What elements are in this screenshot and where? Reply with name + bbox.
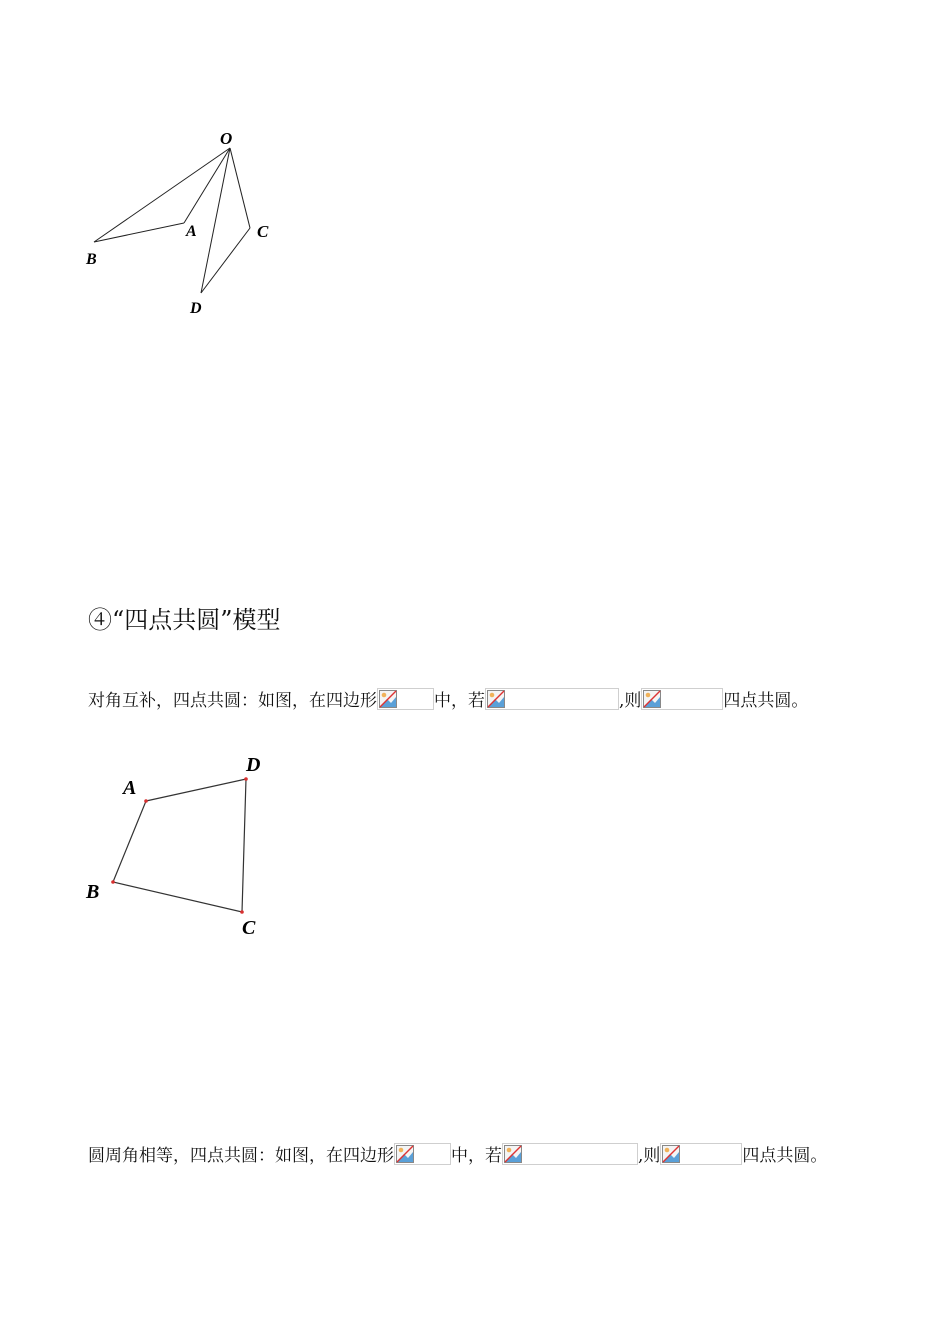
- broken-image-icon: [487, 690, 505, 708]
- broken-image-icon: [379, 690, 397, 708]
- point-d: [244, 777, 248, 781]
- broken-image-icon: [662, 1145, 680, 1163]
- section-heading: ④“四点共圆”模型: [88, 606, 281, 634]
- segment-co: [230, 148, 250, 228]
- label-a: A: [186, 223, 197, 240]
- image-placeholder: [377, 688, 434, 710]
- figure-quadrilateral-abcd: [80, 745, 290, 945]
- label-b: B: [86, 881, 100, 903]
- point-a: [144, 799, 148, 803]
- segment-dc: [201, 228, 250, 293]
- image-placeholder: [641, 688, 723, 710]
- broken-image-icon: [396, 1145, 414, 1163]
- segment-ao: [184, 148, 230, 223]
- image-placeholder: [502, 1143, 638, 1165]
- line1-text-2: 中，若: [434, 691, 485, 711]
- label-b: B: [86, 251, 97, 268]
- figure-oabcd: [80, 120, 290, 320]
- line2-text-1: 圆周角相等，四点共圆：如图，在四边形: [88, 1146, 394, 1166]
- line2-text-2: 中，若: [451, 1146, 502, 1166]
- label-c: C: [242, 917, 256, 939]
- label-c: C: [257, 222, 269, 241]
- line1-text-4: 四点共圆。: [723, 691, 809, 711]
- label-o: O: [220, 129, 233, 148]
- line2-text-4: 四点共圆。: [742, 1146, 828, 1166]
- text-line-supplementary: [88, 686, 808, 711]
- broken-image-icon: [504, 1145, 522, 1163]
- label-d: D: [246, 754, 261, 776]
- point-b: [111, 880, 115, 884]
- image-placeholder: [485, 688, 619, 710]
- broken-image-icon: [643, 690, 661, 708]
- segment-od: [201, 148, 230, 293]
- line1-text-3: ,则: [619, 691, 642, 711]
- image-placeholder: [660, 1143, 742, 1165]
- label-d: D: [190, 300, 202, 317]
- line2-text-3: ,则: [638, 1146, 661, 1166]
- text-line-equal-angles: [88, 1141, 827, 1166]
- image-placeholder: [394, 1143, 451, 1165]
- line1-text-1: 对角互补，四点共圆：如图，在四边形: [88, 691, 377, 711]
- label-a: A: [123, 777, 137, 799]
- point-c: [240, 910, 244, 914]
